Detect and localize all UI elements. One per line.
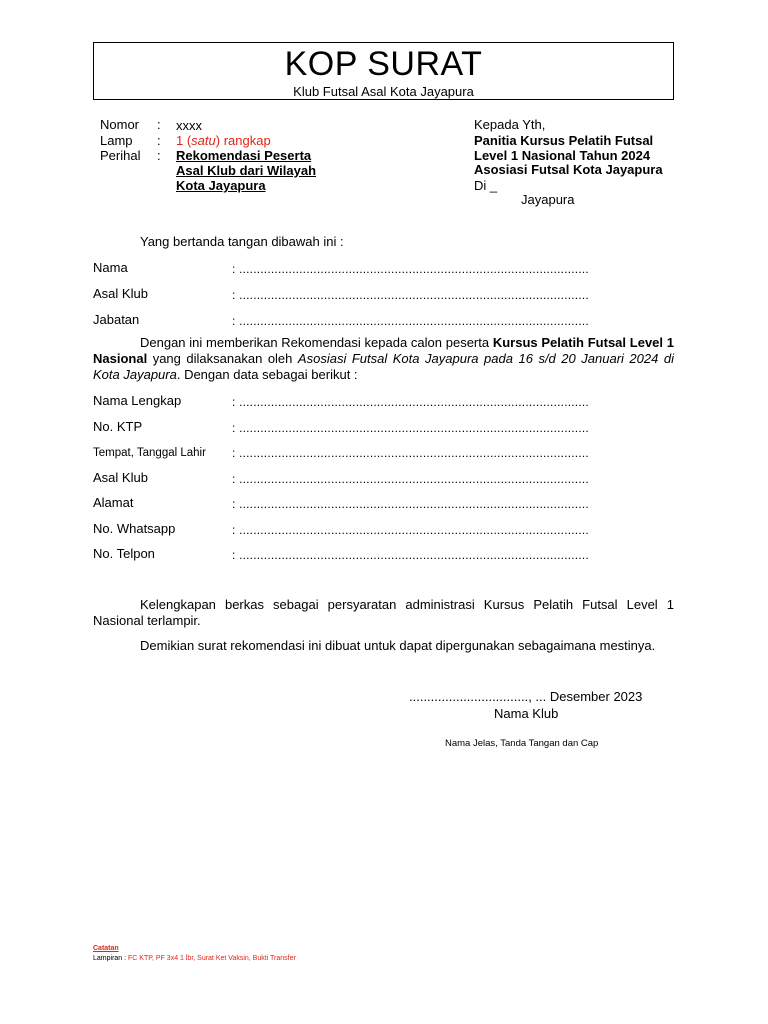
recipient-line-1: Panitia Kursus Pelatih Futsal <box>474 133 654 148</box>
lamp-colon: : <box>157 133 161 148</box>
participant-field-dots: : ................................................................................................... <box>232 446 589 460</box>
letterhead-subtitle: Klub Futsal Asal Kota Jayapura <box>293 84 474 99</box>
closing-paragraph: Demikian surat rekomendasi ini dibuat untuk dapat dipergunakan sebagaimana mestinya. <box>140 638 656 653</box>
letterhead-box <box>93 42 674 100</box>
lamp-value-suffix: ) rangkap <box>215 133 271 148</box>
footer-catatan-label: Catatan <box>93 945 119 952</box>
recipient-city: Jayapura <box>521 192 575 207</box>
participant-field-label: Tempat, Tanggal Lahir <box>93 447 206 459</box>
recipient-di: Di _ <box>474 178 498 193</box>
participant-field-label: Alamat <box>93 495 134 510</box>
nomor-label: Nomor <box>100 117 140 132</box>
paragraph-text: Dengan ini memberikan Rekomendasi kepada calon peserta <box>140 335 493 350</box>
signature-note: Nama Jelas, Tanda Tangan dan Cap <box>445 738 599 749</box>
participant-field-label: No. Telpon <box>93 546 155 561</box>
signer-field-dots: : ................................................................................................... <box>232 288 589 302</box>
lamp-value-italic: satu <box>191 133 216 148</box>
recommendation-paragraph <box>93 335 674 383</box>
participant-field-dots: : ................................................................................................... <box>232 421 589 435</box>
participant-field-dots: : ................................................................................................... <box>232 548 589 562</box>
perihal-line-3: Kota Jayapura <box>176 178 266 193</box>
participant-field-dots: : ................................................................................................... <box>232 523 589 537</box>
signer-field-label: Nama <box>93 260 128 275</box>
paragraph-italic-organizer: Asosiasi Futsal Kota Jayapura pada 16 s/d 20 Januari 2024 di Kota Jayapura <box>93 351 674 382</box>
participant-field-dots: : ................................................................................................... <box>232 395 589 409</box>
nomor-colon: : <box>157 117 161 132</box>
recipient-line-2: Level 1 Nasional Tahun 2024 <box>474 148 651 163</box>
signature-date-line: ................................., ... Desember 2023 <box>409 689 643 704</box>
footer-lampiran <box>93 954 296 963</box>
lamp-value <box>176 133 271 149</box>
signer-field-label: Asal Klub <box>93 286 148 301</box>
footer-lampiran-label: Lampiran : <box>93 955 127 962</box>
signer-field-dots: : ................................................................................................... <box>232 314 589 328</box>
participant-field-label: Nama Lengkap <box>93 393 182 408</box>
perihal-line-1: Rekomendasi Peserta <box>176 148 312 163</box>
paragraph-bold-course: Kursus Pelatih Futsal Level 1 Nasional <box>93 335 674 366</box>
signer-field-dots: : ................................................................................................... <box>232 262 589 276</box>
participant-field-dots: : ................................................................................................... <box>232 497 589 511</box>
recipient-line-3: Asosiasi Futsal Kota Jayapura <box>474 162 663 177</box>
signature-club: Nama Klub <box>494 706 559 721</box>
attachment-paragraph: Kelengkapan berkas sebagai persyaratan administrasi Kursus Pelatih Futsal Level 1 Nasional terlampir. <box>93 597 674 628</box>
participant-field-dots: : ................................................................................................... <box>232 472 589 486</box>
participant-field-label: No. KTP <box>93 419 143 434</box>
participant-field-label: Asal Klub <box>93 470 148 485</box>
signer-field-label: Jabatan <box>93 312 140 327</box>
lamp-label: Lamp <box>100 133 133 148</box>
footer-lampiran-value: FC KTP, PF 3x4 1 lbr, Surat Ket Vaksin, Bukti Transfer <box>128 955 296 962</box>
nomor-value: xxxx <box>176 118 202 133</box>
paragraph-text: yang dilaksanakan oleh <box>147 351 298 366</box>
paragraph-text: . Dengan data sebagai berikut : <box>176 367 358 382</box>
intro-text: Yang bertanda tangan dibawah ini : <box>140 234 344 249</box>
perihal-line-2: Asal Klub dari Wilayah <box>176 163 317 178</box>
participant-field-label: No. Whatsapp <box>93 521 176 536</box>
lamp-value-prefix: 1 ( <box>176 133 192 148</box>
letterhead-title: KOP SURAT <box>284 45 483 83</box>
recipient-greeting: Kepada Yth, <box>474 117 546 132</box>
perihal-colon: : <box>157 148 161 163</box>
perihal-label: Perihal <box>100 148 141 163</box>
